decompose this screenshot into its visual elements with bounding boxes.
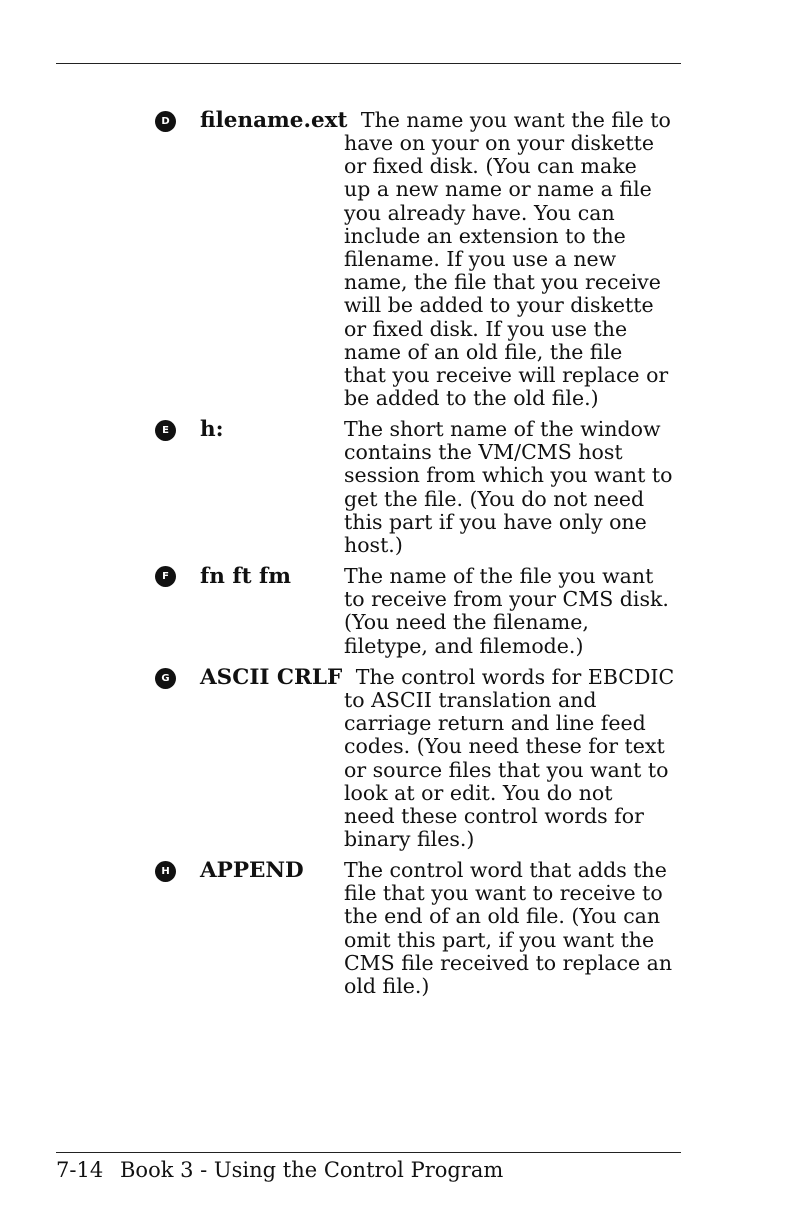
term-append: APPEND: [200, 858, 304, 883]
callout-badge-g: G: [155, 668, 176, 689]
description-text: The control word that adds the file that you want to receive to the end of an old file. (You can omit this part, if you want the CMS file received to replace an old file.): [344, 858, 673, 999]
description-text: The short name of the window contains the VM/CMS host session from which you want to get the file. (You do not need this part if you have only one host.): [344, 417, 673, 558]
callout-badge-h: H: [155, 861, 176, 882]
term-label: ASCII CRLF: [200, 665, 343, 690]
term-fn-ft-fm: fn ft fm: [200, 564, 292, 589]
description-text: to ASCII translation and carriage return and line feed codes. (You need these for text or source files that you want to look at or edit. You do not need these control words for binary files.): [344, 688, 669, 852]
term-ascii-crlf: [200, 666, 674, 689]
description-first-line: The name you want the file to: [360, 108, 671, 132]
term-filename-ext: [200, 109, 671, 132]
description-text: The name of the file you want to receive from your CMS disk. (You need the filename, filetype, and filemode.): [344, 564, 669, 658]
page-number: 7-14: [56, 1158, 104, 1182]
callout-badge-d: D: [155, 111, 176, 132]
description-first-line: The control words for EBCDIC: [355, 665, 675, 689]
footer-title: Book 3 - Using the Control Program: [120, 1158, 504, 1182]
bottom-rule: [56, 1152, 681, 1153]
page-footer: [56, 1157, 503, 1183]
description-text: have on your on your diskette or fixed disk. (You can make up a new name or name a file you already have. You can include an extension to the filename. If you use a new name, the file that you receive will be added to your diskette or fixed disk. If you use the name of an old file, the file that you receive will replace or be added to the old file.): [344, 131, 669, 411]
term-h: h:: [200, 417, 224, 442]
term-label: filename.ext: [200, 108, 348, 133]
callout-badge-f: F: [155, 566, 176, 587]
top-rule: [56, 63, 681, 64]
callout-badge-e: E: [155, 420, 176, 441]
